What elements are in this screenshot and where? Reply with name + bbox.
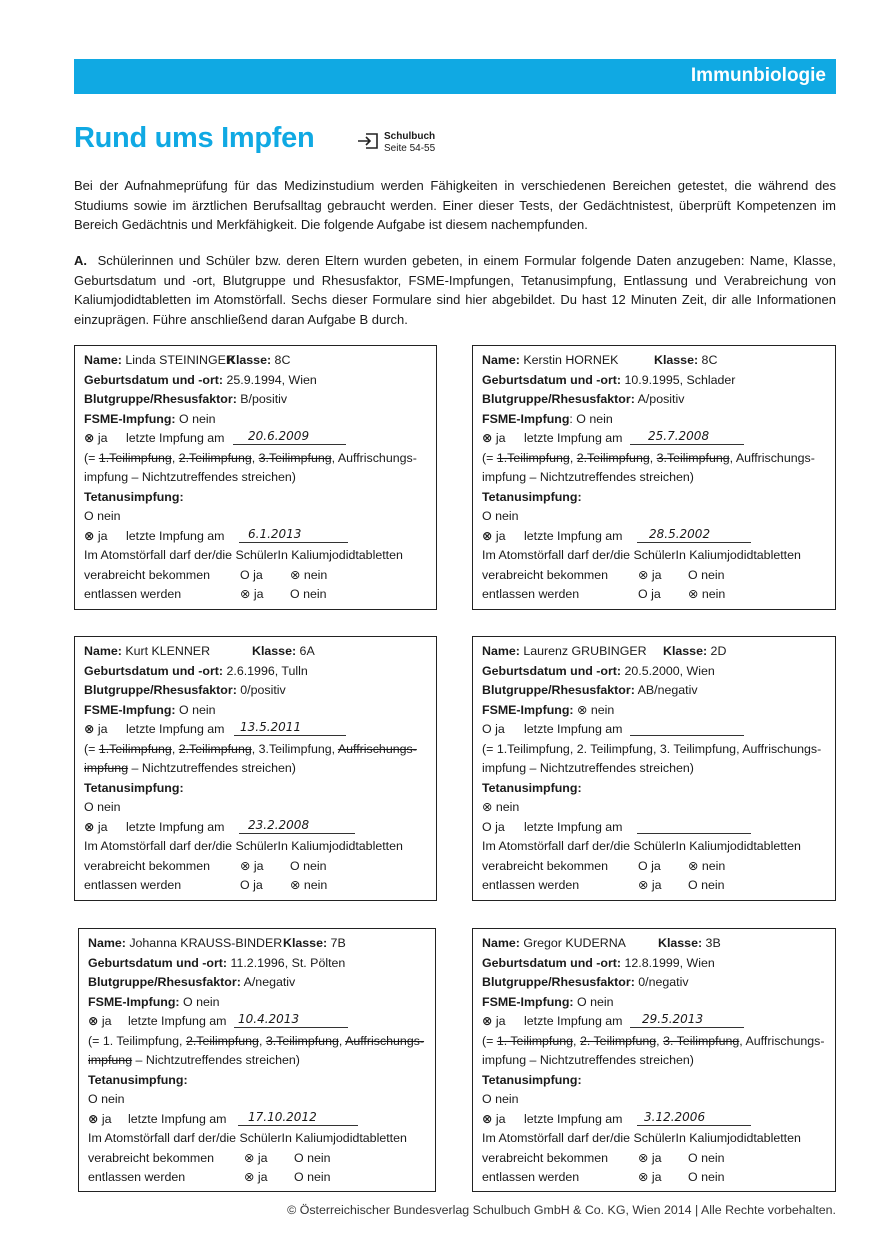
form-card: Name: Laurenz GRUBINGER Klasse: 2D Geburtsdatum und -ort: 20.5.2000, Wien Blutgruppe/Rhesusfaktor: AB/negativ FSME-Impfung: ⊗ nein O ja letzte Impfung am (= 1.Teilimpfung, 2. Teilimpfung, 3. Teilimpfung, Auffrischungs- impfung – Nichtzutreffendes streichen) Tetanusimpfung: ⊗ nein O ja letzte Impfung am Im Atomstörfall darf der/die SchülerIn Kaliumjodidtabletten verabreicht bekommen O ja ⊗ nein entlassen werden ⊗ ja O nein [472, 636, 836, 901]
task-a [74, 251, 836, 329]
form-card: Name: Gregor KUDERNA Klasse: 3B Geburtsdatum und -ort: 12.8.1999, Wien Blutgruppe/Rhesusfaktor: 0/negativ FSME-Impfung: O nein ⊗ ja letzte Impfung am 29.5.2013 (= 1. Teilimpfung, 2. Teilimpfung, 3. Teilimpfung, Auffrischungs- impfung – Nichtzutreffendes streichen) Tetanusimpfung: O nein ⊗ ja letzte Impfung am 3.12.2006 Im Atomstörfall darf der/die SchülerIn Kaliumjodidtabletten verabreicht bekommen ⊗ ja O nein entlassen werden ⊗ ja O nein [472, 928, 836, 1192]
fsme-date: 10.4.2013 [238, 1012, 300, 1026]
birth-info: 20.5.2000, Wien [624, 663, 715, 678]
student-class: 2D [710, 644, 727, 658]
book-reference [357, 131, 435, 155]
form-card: Name: Johanna KRAUSS-BINDER Klasse: 7B Geburtsdatum und -ort: 11.2.1996, St. Pölten Blutgruppe/Rhesusfaktor: A/negativ FSME-Impfung: O nein ⊗ ja letzte Impfung am 10.4.2013 (= 1. Teilimpfung, 2.Teilimpfung, 3.Teilimpfung, Auffrischungs- impfung – Nichtzutreffendes streichen) Tetanusimpfung: O nein ⊗ ja letzte Impfung am 17.10.2012 Im Atomstörfall darf der/die SchülerIn Kaliumjodidtabletten verabreicht bekommen ⊗ ja O nein entlassen werden ⊗ ja O nein [78, 928, 436, 1192]
blood-group: A/negativ [243, 975, 296, 989]
student-class: 8C [274, 353, 291, 367]
fsme-date: 25.7.2008 [648, 429, 710, 443]
fsme-date: 20.6.2009 [248, 429, 310, 443]
birth-info: 12.8.1999, Wien [624, 955, 715, 970]
book-reference-label: Schulbuch [384, 131, 436, 142]
tetanus-date: 23.2.2008 [248, 817, 310, 832]
fsme-date: 29.5.2013 [642, 1012, 704, 1026]
form-card: Name: Linda STEININGER Klasse: 8C Geburtsdatum und -ort: 25.9.1994, Wien Blutgruppe/Rhesusfaktor: B/positiv FSME-Impfung: O nein ⊗ ja letzte Impfung am 20.6.2009 (= 1.Teilimpfung, 2.Teilimpfung, 3.Teilimpfung, Auffrischungs- impfung – Nichtzutreffendes streichen) Tetanusimpfung: O nein ⊗ ja letzte Impfung am 6.1.2013 Im Atomstörfall darf der/die SchülerIn Kaliumjodidtabletten verabreicht bekommen O ja ⊗ nein entlassen werden ⊗ ja O nein [74, 345, 437, 610]
student-name: Linda STEININGER [125, 353, 235, 367]
birth-info: 11.2.1996, St. Pölten [230, 955, 346, 970]
student-name: Kurt KLENNER [125, 644, 211, 658]
blood-group: B/positiv [240, 392, 288, 406]
fsme-date: 13.5.2011 [240, 720, 302, 734]
student-name: Kerstin HORNEK [523, 353, 619, 367]
copyright-footer: © Österreichischer Bundesverlag Schulbuch GmbH & Co. KG, Wien 2014 | Alle Rechte vorbehalten. [287, 1203, 836, 1217]
blood-group: 0/positiv [240, 683, 286, 697]
book-reference-icon [357, 133, 379, 149]
book-reference-pages: Seite 54-55 [384, 143, 436, 154]
student-name: Johanna KRAUSS-BINDER [129, 936, 283, 950]
form-card: Name: Kurt KLENNER Klasse: 6A Geburtsdatum und -ort: 2.6.1996, Tulln Blutgruppe/Rhesusfaktor: 0/positiv FSME-Impfung: O nein ⊗ ja letzte Impfung am 13.5.2011 (= 1.Teilimpfung, 2.Teilimpfung, 3.Teilimpfung, Auffrischungs- impfung – Nichtzutreffendes streichen) Tetanusimpfung: O nein ⊗ ja letzte Impfung am 23.2.2008 Im Atomstörfall darf der/die SchülerIn Kaliumjodidtabletten verabreicht bekommen ⊗ ja O nein entlassen werden O ja ⊗ nein [74, 636, 437, 901]
task-a-text: Schülerinnen und Schüler bzw. deren Eltern wurden gebeten, in einem Formular folgende Daten anzugeben: Name, Klasse, Geburtsdatum und -ort, Blutgruppe und Rhesusfaktor, FSME-Impfungen, Tetanusimpfung, Entlassung und Verabreichung von Kaliumjodidtabletten im Atomstörfall. Sechs dieser Formulare sind hier abgebildet. Du hast 12 Minuten Zeit, dir alle Informationen einzuprägen. Führe anschließend daran Aufgabe B durch. [74, 253, 836, 327]
tetanus-date: 28.5.2002 [649, 526, 711, 541]
form-card: Name: Kerstin HORNEK Klasse: 8C Geburtsdatum und -ort: 10.9.1995, Schlader Blutgruppe/Rhesusfaktor: A/positiv FSME-Impfung: O nein ⊗ ja letzte Impfung am 25.7.2008 (= 1.Teilimpfung, 2.Teilimpfung, 3.Teilimpfung, Auffrischungs- impfung – Nichtzutreffendes streichen) Tetanusimpfung: O nein ⊗ ja letzte Impfung am 28.5.2002 Im Atomstörfall darf der/die SchülerIn Kaliumjodidtabletten verabreicht bekommen ⊗ ja O nein entlassen werden O ja ⊗ nein [472, 345, 836, 610]
page-title: Rund ums Impfen [74, 122, 315, 154]
birth-info: 10.9.1995, Schlader [624, 372, 736, 387]
birth-info: 2.6.1996, Tulln [226, 663, 308, 678]
student-class: 7B [330, 936, 346, 950]
tetanus-date: 17.10.2012 [248, 1109, 317, 1124]
blood-group: 0/negativ [638, 975, 689, 989]
tetanus-date: 3.12.2006 [644, 1109, 706, 1124]
task-a-label: A. [74, 253, 87, 268]
blood-group: A/positiv [637, 392, 685, 406]
tetanus-date: 6.1.2013 [248, 526, 302, 541]
intro-text: Bei der Aufnahmeprüfung für das Medizinstudium werden Fähigkeiten in verschiedenen Bereichen getestet, die während des Studiums sowie im ärztlichen Berufsalltag gebraucht werden. Einer dieser Tests, der Gedächtnistest, überprüft Kompetenzen im Bereich Gedächtnis und Merkfähigkeit. Die folgende Aufgabe ist diesem nachempfunden. [74, 178, 836, 232]
subject-label: Immunbiologie [690, 65, 826, 86]
birth-info: 25.9.1994, Wien [226, 372, 317, 387]
student-name: Laurenz GRUBINGER [523, 644, 647, 658]
blood-group: AB/negativ [637, 683, 698, 697]
student-class: 8C [701, 353, 718, 367]
student-name: Gregor KUDERNA [523, 936, 626, 950]
student-class: 3B [705, 936, 721, 950]
student-class: 6A [299, 644, 315, 658]
subject-banner [74, 59, 836, 94]
